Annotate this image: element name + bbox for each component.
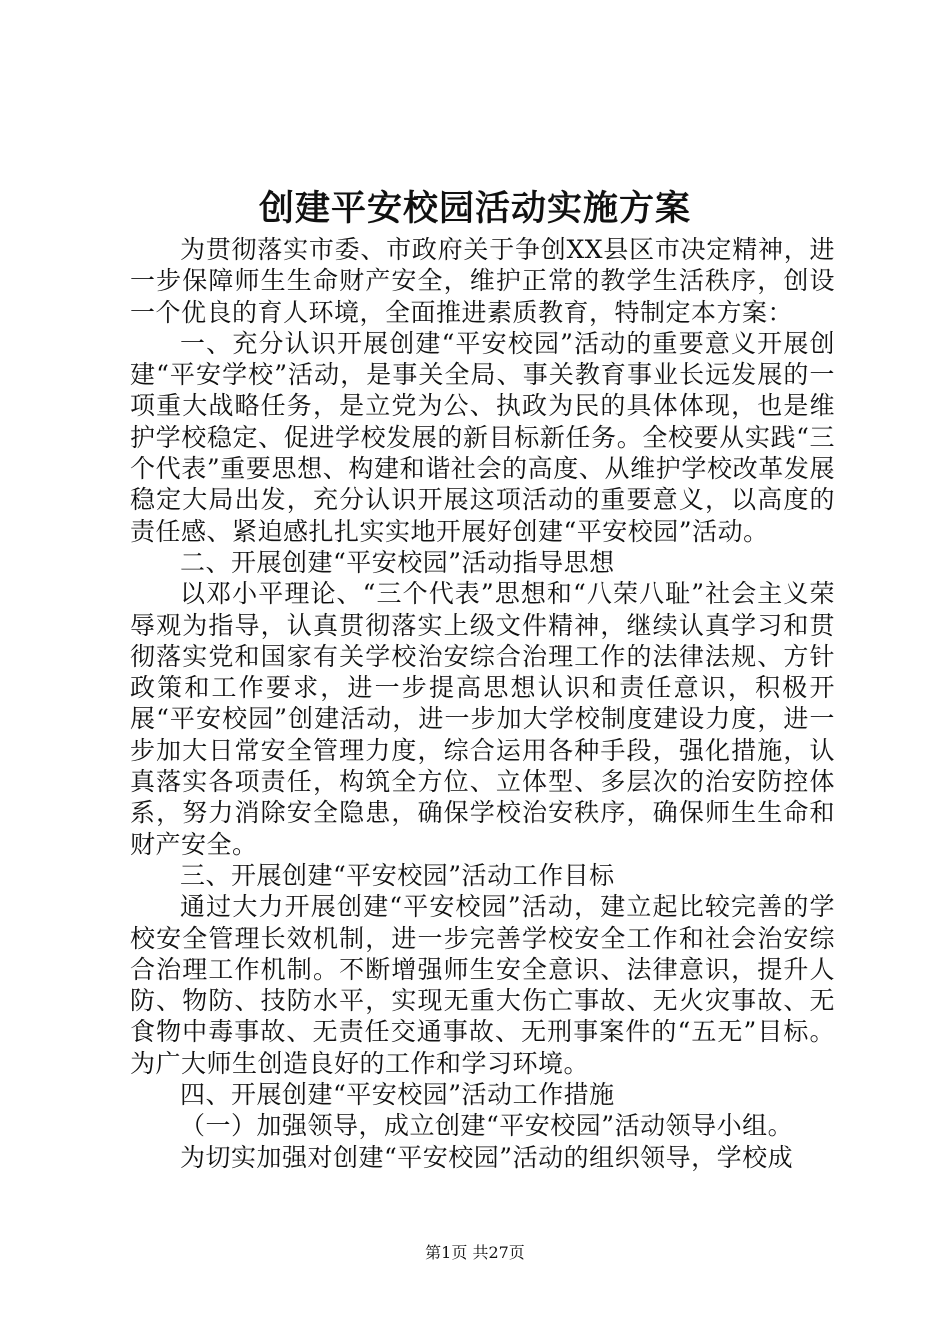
section-2-heading: 二、开展创建“平安校园”活动指导思想 — [180, 547, 615, 577]
intro-paragraph: 为贯彻落实市委、市政府关于争创XX县区市决定精神，进一步保障师生生命财产安全，维护正常的教学生活秩序，创设一个优良的育人环境，全面推进素质教育，特制定本方案： — [130, 235, 835, 327]
document-body — [130, 234, 835, 1173]
section-3-paragraph: 通过大力开展创建“平安校园”活动，建立起比较完善的学校安全管理长效机制，进一步完善学校安全工作和社会治安综合治理工作机制。不断增强师生安全意识、法律意识，提升人防、物防、技防水平，实现无重大伤亡事故、无火灾事故、无食物中毒事故、无责任交通事故、无刑事案件的“五无”目标。为广大师生创造良好的工作和学习环境。 — [130, 892, 835, 1078]
section-4-heading: 四、开展创建“平安校园”活动工作措施 — [180, 1080, 615, 1110]
page-number: 第1页 共27页 — [425, 1243, 525, 1262]
subsection-1-heading: （一）加强领导，成立创建“平安校园”活动领导小组。 — [180, 1111, 794, 1141]
section-2-paragraph: 以邓小平理论、“三个代表”思想和“八荣八耻”社会主义荣辱观为指导，认真贯彻落实上级文件精神，继续认真学习和贯彻落实党和国家有关学校治安综合治理工作的法律法规、方针政策和工作要求，进一步提高思想认识和责任意识，积极开展“平安校园”创建活动，进一步加大学校制度建设力度，进一步加大日常安全管理力度，综合运用各种手段，强化措施，认真落实各项责任，构筑全方位、立体型、多层次的治安防控体系，努力消除安全隐患，确保学校治安秩序，确保师生生命和财产安全。 — [130, 579, 835, 859]
section-3-heading: 三、开展创建“平安校园”活动工作目标 — [180, 860, 615, 890]
subsection-1-paragraph: 为切实加强对创建“平安校园”活动的组织领导，学校成 — [180, 1142, 794, 1172]
document-title: 创建平安校园活动实施方案 — [258, 188, 691, 229]
section-1-paragraph: 一、充分认识开展创建“平安校园”活动的重要意义开展创建“平安学校”活动，是事关全局、事关教育事业长远发展的一项重大战略任务，是立党为公、执政为民的具体体现，也是维护学校稳定、促进学校发展的新目标新任务。全校要从实践“三个代表”重要思想、构建和谐社会的高度、从维护学校改革发展稳定大局出发，充分认识开展这项活动的重要意义，以高度的责任感、紧迫感扎扎实实地开展好创建“平安校园”活动。 — [130, 328, 835, 546]
